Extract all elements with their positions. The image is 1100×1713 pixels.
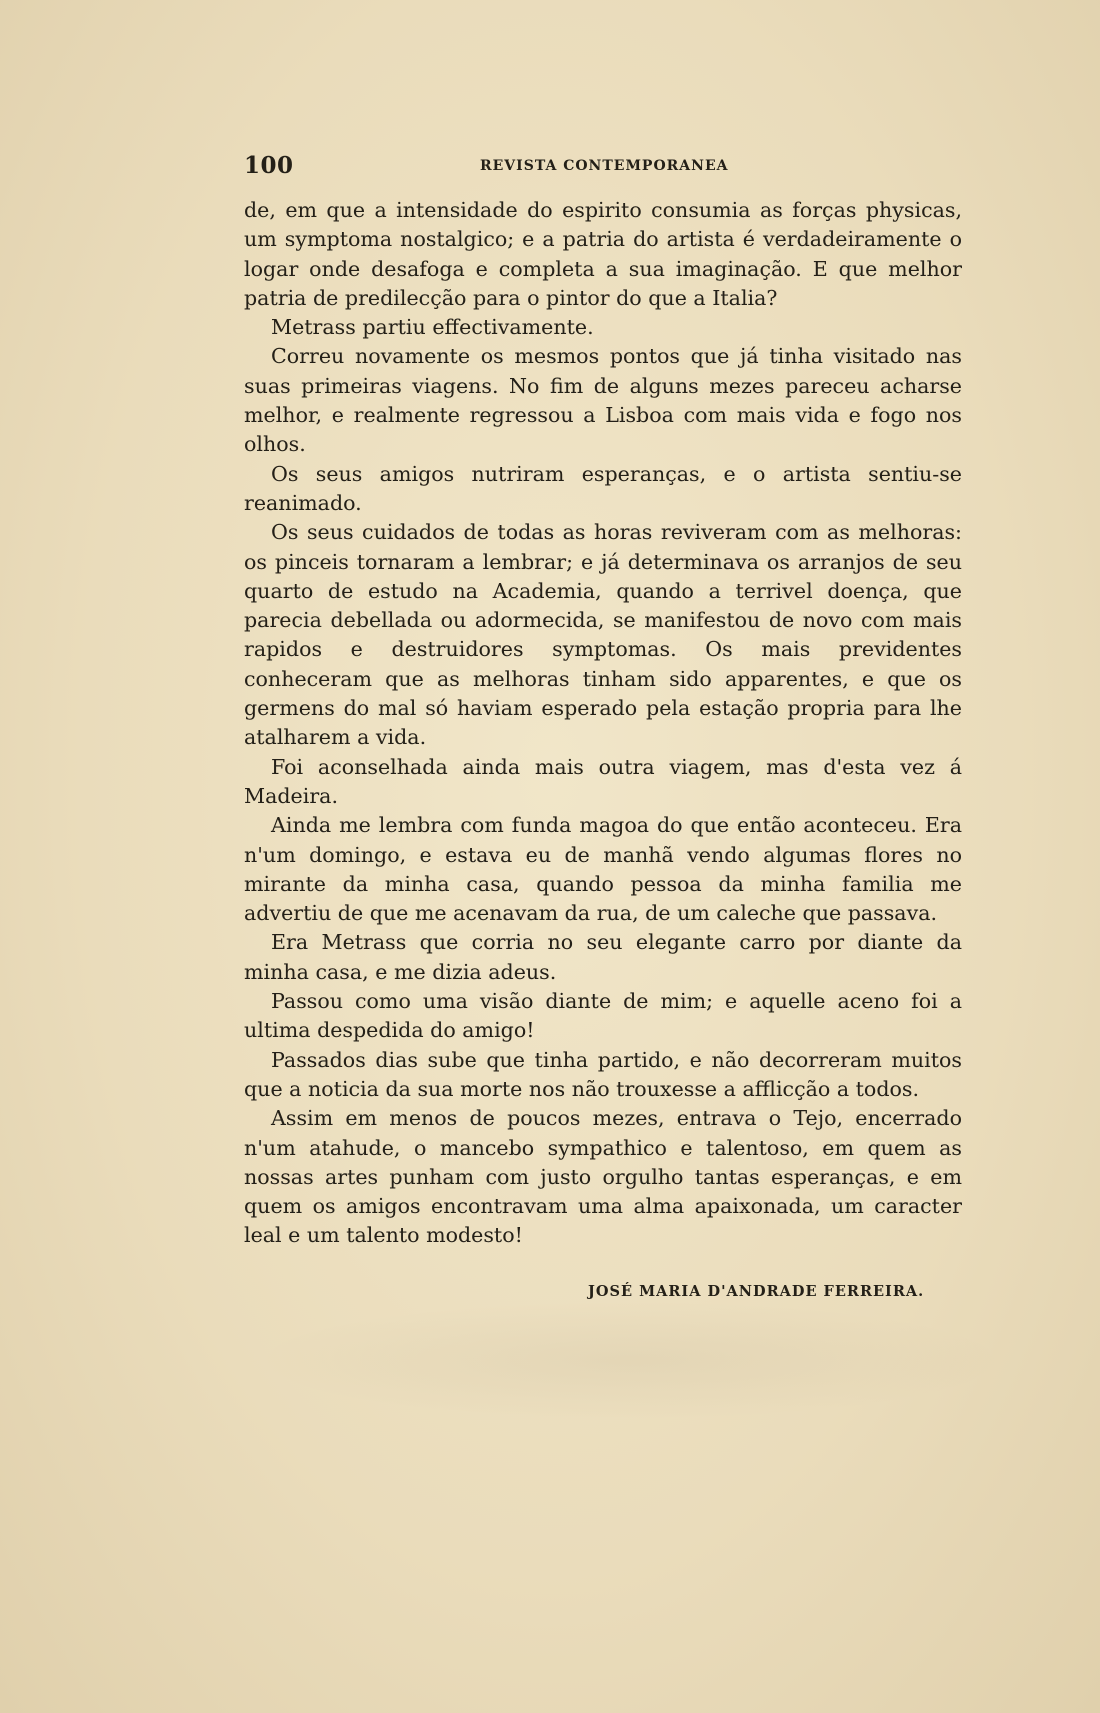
- paragraph: Correu novamente os mesmos pontos que já tinha visitado nas suas primeiras viagens. No fim de alguns mezes pareceu acharse melhor, e realmente regressou a Lisboa com mais vida e fogo nos olhos.: [244, 344, 962, 457]
- article-text: [244, 196, 962, 1251]
- running-title: REVISTA CONTEMPORANEA: [480, 158, 729, 174]
- page-number: 100: [244, 152, 294, 179]
- paragraph: Ainda me lembra com funda magoa do que então aconteceu. Era n'um domingo, e estava eu de manhã vendo algumas flores no mirante da minha casa, quando pessoa da minha familia me advertiu de que me acenavam da rua, de um caleche que passava.: [244, 813, 962, 926]
- paragraph: Assim em menos de poucos mezes, entrava o Tejo, encerrado n'um atahude, o mancebo sympathico e talentoso, em quem as nossas artes punham com justo orgulho tantas esperanças, e em quem os amigos encontravam uma alma apaixonada, um caracter leal e um talento modesto!: [244, 1106, 962, 1248]
- paragraph: Foi aconselhada ainda mais outra viagem, mas d'esta vez á Madeira.: [244, 754, 962, 808]
- author-signature: JOSÉ MARIA D'ANDRADE FERREIRA.: [588, 1283, 925, 1300]
- bleed-through-shadow: [250, 1300, 1010, 1420]
- paragraph: de, em que a intensidade do espirito consumia as forças physicas, um symptoma nostalgico; e a patria do artista é verdadeiramente o logar onde desafoga e completa a sua imaginação. E que melhor patria de predilecção para o pintor do que a Italia?: [244, 198, 962, 310]
- page-header: [244, 152, 964, 186]
- paragraph: Era Metrass que corria no seu elegante carro por diante da minha casa, e me dizia adeus.: [244, 930, 962, 984]
- paragraph: Os seus cuidados de todas as horas reviveram com as melhoras: os pinceis tornaram a lembrar; e já determinava os arranjos de seu quarto de estudo na Academia, quando a terrivel doença, que parecia debellada ou adormecida, se manifestou de novo com mais rapidos e destruidores symptomas. Os mais previdentes conheceram que as melhoras tinham sido apparentes, e que os germens do mal só haviam esperado pela estação propria para lhe atalharem a vida.: [244, 520, 962, 750]
- paragraph: Passou como uma visão diante de mim; e aquelle aceno foi a ultima despedida do amigo!: [244, 989, 962, 1043]
- paragraph: Os seus amigos nutriram esperanças, e o artista sentiu-se reanimado.: [244, 461, 962, 515]
- paragraph: Metrass partiu effectivamente.: [271, 315, 594, 340]
- paragraph: Passados dias sube que tinha partido, e não decorreram muitos que a noticia da sua morte nos não trouxesse a afflicção a todos.: [244, 1047, 962, 1101]
